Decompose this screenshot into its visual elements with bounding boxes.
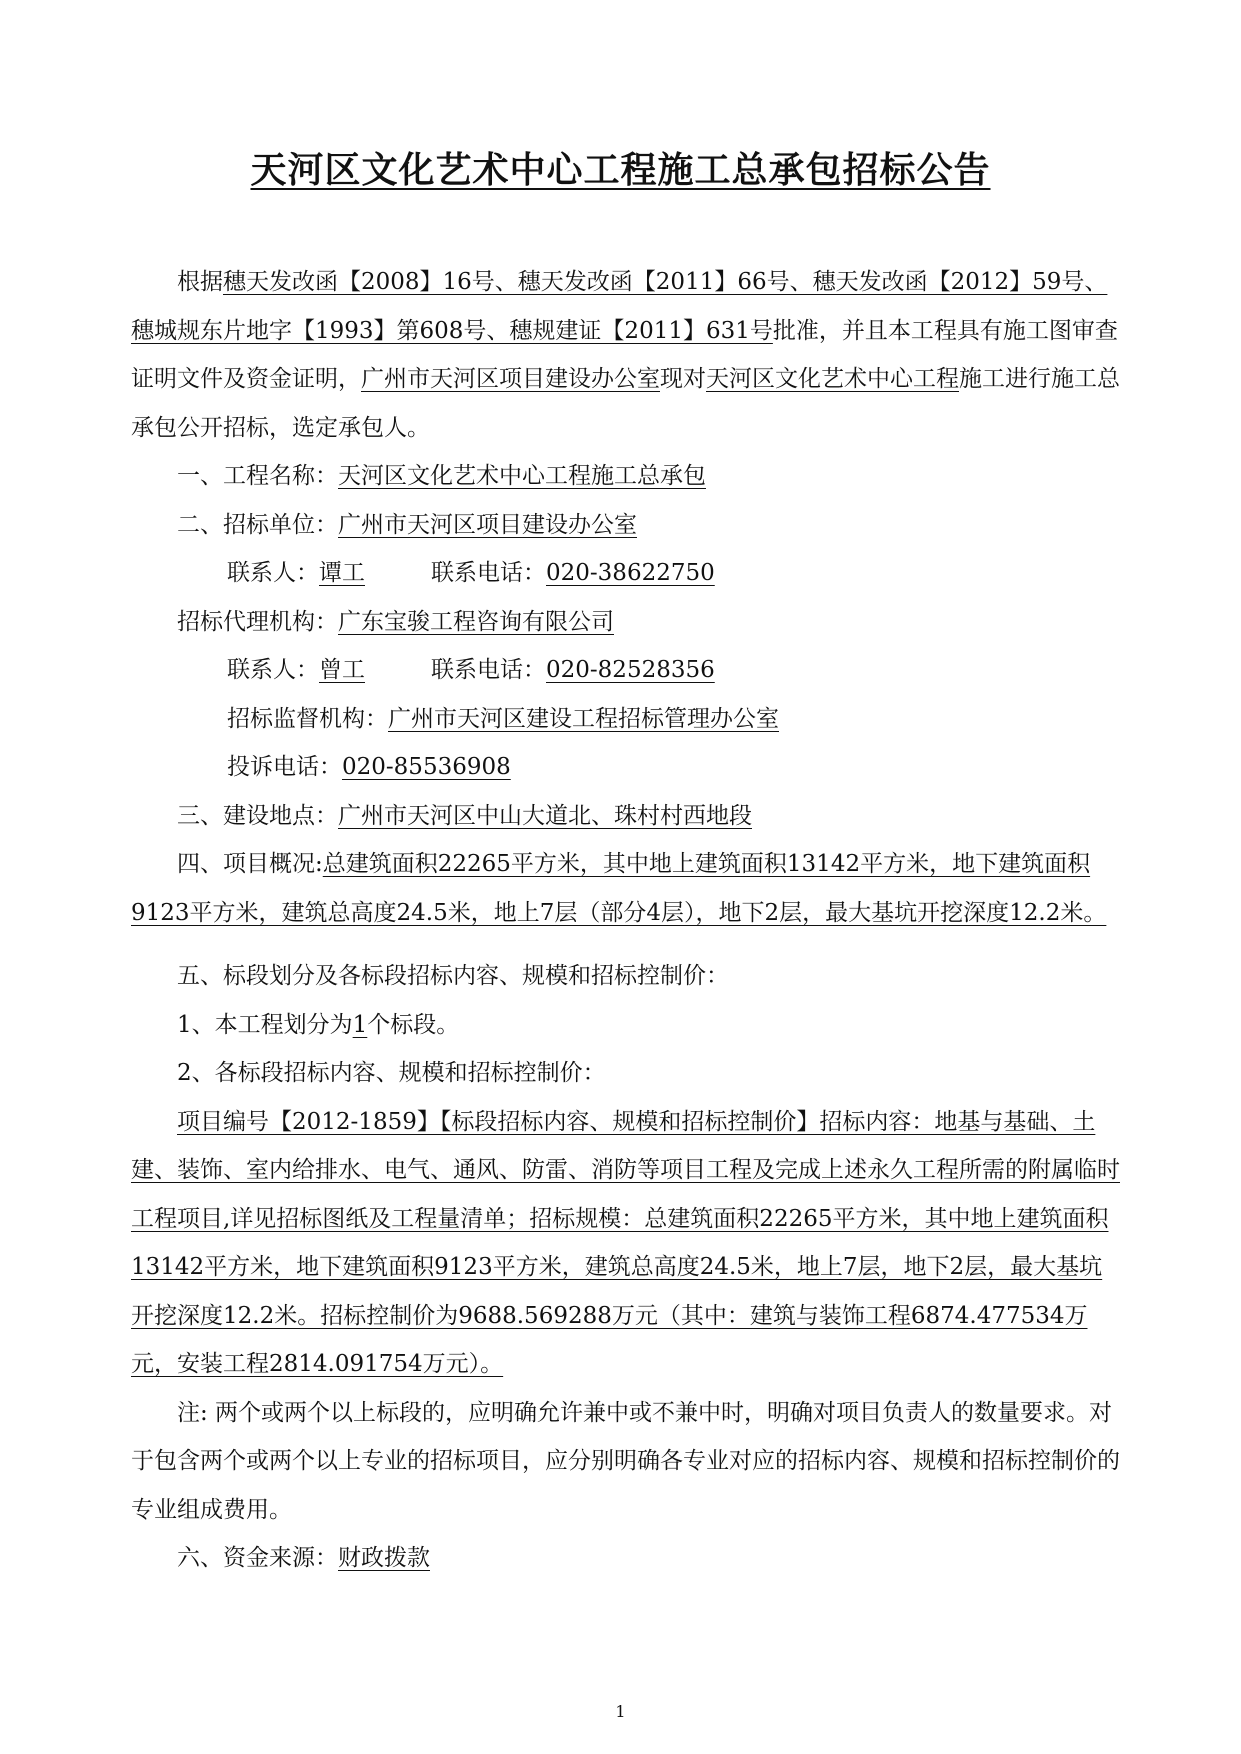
project-name-label: 一、工程名称： [177, 463, 338, 489]
lots-item-2-text: 2、各标段招标内容、规模和招标控制价： [177, 1060, 606, 1086]
intro-paragraph [131, 258, 1121, 452]
complaint-phone [131, 743, 1121, 792]
funding-label: 六、资金来源： [177, 1545, 338, 1571]
lots-count-suffix: 个标段。 [367, 1011, 460, 1038]
intro-text-2: 批准，并且本工程具有施工图审查证明文件及资金证明， [131, 317, 1118, 392]
supervision-label: 招标监督机构： [227, 705, 388, 732]
note-text: 注: 两个或两个以上标段的，应明确允许兼中或不兼中时，明确对项目负责人的数量要求。对于包含两个或两个以上专业的招标项目，应分别明确各专业对应的招标内容、规模和招标控制价的专业组成费用。 [131, 1399, 1120, 1523]
lots-count-text: 1、本工程划分为 [177, 1011, 353, 1038]
section-location [131, 792, 1121, 841]
tendering-unit-inline: 广州市天河区项目建设办公室 [361, 366, 660, 392]
agency-phone-label: 联系电话： [431, 657, 546, 683]
intro-text-4: 施工进行施工总承包公开招标，选定承包人。 [131, 366, 1120, 441]
agency-label: 招标代理机构： [177, 608, 338, 635]
funding-value: 财政拨款 [338, 1545, 430, 1571]
overview-label: 四、项目概况: [177, 851, 323, 877]
supervision-agency [131, 695, 1121, 744]
intro-text-1: 根据 [177, 269, 223, 295]
section-lots-heading [131, 952, 1121, 1001]
tendering-unit-contact [131, 549, 1121, 598]
section-tendering-unit [131, 501, 1121, 550]
contact-label: 联系人： [227, 560, 319, 586]
complaint-value: 020-85536908 [342, 754, 511, 780]
agency-contact-value: 曾工 [319, 657, 365, 683]
project-name-value: 天河区文化艺术中心工程施工总承包 [338, 463, 706, 489]
section-funding [131, 1534, 1121, 1583]
project-name-inline: 天河区文化艺术中心工程 [706, 366, 959, 392]
overview-value: 总建筑面积22265平方米，其中地上建筑面积13142平方米，地下建筑面积9123平方米，建筑总高度24.5米，地上7层（部分4层），地下2层，最大基坑开挖深度12.2米。 [131, 851, 1107, 926]
contact-value: 谭工 [319, 560, 365, 586]
complaint-label: 投诉电话： [227, 754, 342, 780]
lots-count: 1 [352, 1011, 368, 1038]
lots-item-1 [131, 1001, 1121, 1050]
lot-detail-text: 项目编号【2012-1859】【标段招标内容、规模和招标控制价】招标内容：地基与基础、土建、装饰、室内给排水、电气、通风、防雷、消防等项目工程及完成上述永久工程所需的附属临时工程项目,详见招标图纸及工程量清单；招标规模：总建筑面积22265平方米，其中地上建筑面积13142平方米，地下建筑面积9123平方米，建筑总高度24.5米，地上7层，地下2层，最大基坑开挖深度12.2米。招标控制价为9688.569288万元（其中：建筑与装饰工程6874.477534万元，安装工程2814.091754万元）。 [131, 1108, 1120, 1377]
tendering-unit-label: 二、招标单位： [177, 511, 338, 538]
agency-contact [131, 646, 1121, 695]
approval-documents: 穗天发改函【2008】16号、穗天发改函【2011】66号、穗天发改函【2012】59号、穗城规东片地字【1993】第608号、穗规建证【2011】631号 [131, 269, 1108, 344]
section-overview [131, 840, 1121, 937]
section-agency [131, 598, 1121, 647]
page-title [0, 142, 1241, 193]
intro-text-3: 现对 [660, 366, 706, 392]
page-number: 1 [615, 1702, 626, 1721]
section-project-name [131, 452, 1121, 501]
note-paragraph [131, 1389, 1121, 1535]
tendering-unit-value: 广州市天河区项目建设办公室 [338, 511, 637, 538]
phone-value: 020-38622750 [546, 560, 715, 586]
supervision-value: 广州市天河区建设工程招标管理办公室 [388, 705, 779, 732]
lots-item-2 [131, 1049, 1121, 1098]
lots-heading: 五、标段划分及各标段招标内容、规模和招标控制价： [177, 963, 729, 989]
location-label: 三、建设地点： [177, 802, 338, 829]
location-value: 广州市天河区中山大道北、珠村村西地段 [338, 802, 752, 829]
phone-label: 联系电话： [431, 560, 546, 586]
agency-phone-value: 020-82528356 [546, 657, 715, 683]
lot-detail [131, 1098, 1121, 1389]
document-body [131, 258, 1121, 1583]
agency-contact-label: 联系人： [227, 657, 319, 683]
agency-value: 广东宝骏工程咨询有限公司 [338, 608, 614, 635]
title-text: 天河区文化艺术中心工程施工总承包招标公告 [250, 149, 991, 191]
